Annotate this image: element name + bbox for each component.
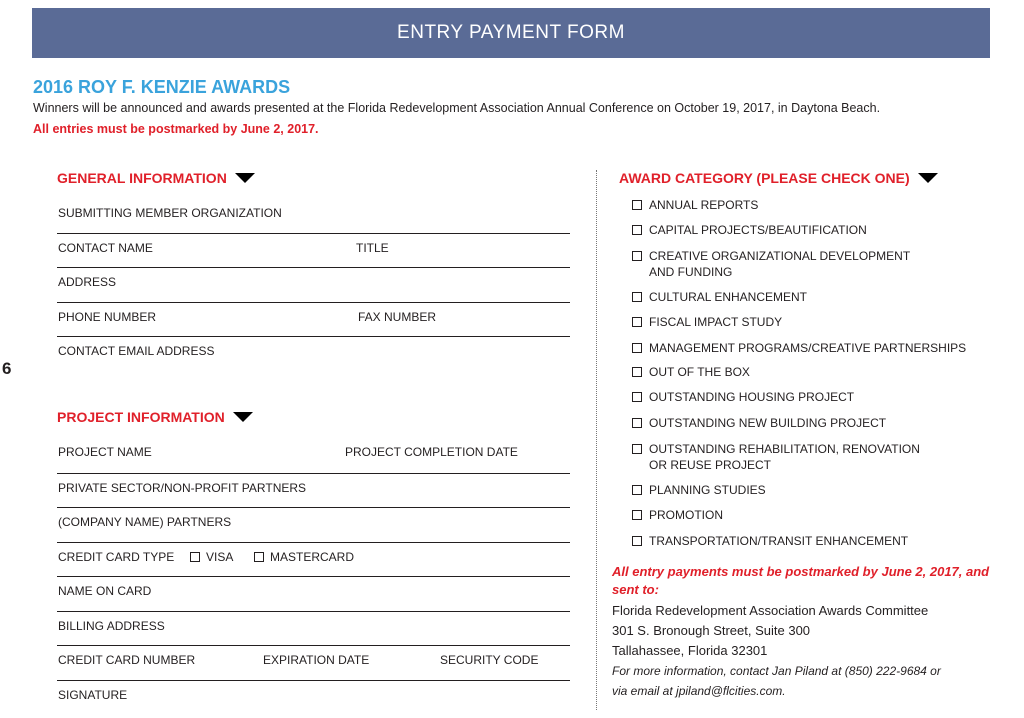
award-category-label: MANAGEMENT PROGRAMS/CREATIVE PARTNERSHIPS xyxy=(649,341,967,355)
award-category-label-line2: OR REUSE PROJECT xyxy=(649,458,772,472)
checkbox-icon[interactable] xyxy=(190,552,200,562)
page-number: 6 xyxy=(2,359,12,378)
submitting-org-label: SUBMITTING MEMBER ORGANIZATION xyxy=(58,206,282,220)
visa-label: VISA xyxy=(206,550,234,564)
checkbox-icon[interactable] xyxy=(632,317,642,327)
visa-option[interactable] xyxy=(190,550,233,564)
triangle-down-icon xyxy=(918,173,938,183)
email-label: CONTACT EMAIL ADDRESS xyxy=(58,344,215,358)
title-label: TITLE xyxy=(356,241,389,255)
checkbox-icon[interactable] xyxy=(632,367,642,377)
checkbox-icon[interactable] xyxy=(632,251,642,261)
award-category-label: OUTSTANDING HOUSING PROJECT xyxy=(649,390,855,404)
award-category-label: ANNUAL REPORTS xyxy=(649,198,759,212)
checkbox-icon[interactable] xyxy=(632,418,642,428)
mailing-deadline-note: All entry payments must be postmarked by June 2, 2017, and sent to: xyxy=(612,564,990,597)
contact-name-field[interactable] xyxy=(57,233,570,267)
award-category-label: CREATIVE ORGANIZATIONAL DEVELOPMENT xyxy=(649,249,911,263)
checkbox-icon[interactable] xyxy=(632,444,642,454)
mastercard-option[interactable] xyxy=(254,550,354,564)
deadline-notice: All entries must be postmarked by June 2, 2017. xyxy=(33,122,319,136)
mailing-address-line: Tallahassee, Florida 32301 xyxy=(612,643,768,658)
contact-info-line: via email at jpiland@flcities.com. xyxy=(612,684,786,698)
security-code-label: SECURITY CODE xyxy=(440,653,539,667)
project-info-heading xyxy=(57,409,253,425)
private-partners-label: PRIVATE SECTOR/NON-PROFIT PARTNERS xyxy=(58,481,307,495)
award-category-label: FISCAL IMPACT STUDY xyxy=(649,315,783,329)
phone-label: PHONE NUMBER xyxy=(58,310,157,324)
award-category-label: CULTURAL ENHANCEMENT xyxy=(649,290,808,304)
name-on-card-field[interactable] xyxy=(57,576,570,610)
phone-field[interactable] xyxy=(57,302,570,336)
address-label: ADDRESS xyxy=(58,275,117,289)
fax-label: FAX NUMBER xyxy=(358,310,437,324)
award-category-label: CAPITAL PROJECTS/BEAUTIFICATION xyxy=(649,223,867,237)
award-category-heading xyxy=(619,170,938,186)
signature-label: SIGNATURE xyxy=(58,688,128,702)
billing-address-field[interactable] xyxy=(57,611,570,645)
expiration-label: EXPIRATION DATE xyxy=(263,653,370,667)
card-type-label: CREDIT CARD TYPE xyxy=(58,550,175,564)
form-title: ENTRY PAYMENT FORM xyxy=(397,22,625,43)
private-partners-field[interactable] xyxy=(57,473,570,507)
name-on-card-label: NAME ON CARD xyxy=(58,584,152,598)
completion-date-label: PROJECT COMPLETION DATE xyxy=(345,445,518,459)
checkbox-icon[interactable] xyxy=(632,200,642,210)
billing-address-label: BILLING ADDRESS xyxy=(58,619,165,633)
submitting-org-field[interactable] xyxy=(57,199,570,233)
address-field[interactable] xyxy=(57,267,570,301)
award-category-label-line2: AND FUNDING xyxy=(649,265,733,279)
company-partners-field[interactable] xyxy=(57,507,570,541)
general-info-heading xyxy=(57,170,255,186)
checkbox-icon[interactable] xyxy=(632,510,642,520)
triangle-down-icon xyxy=(233,412,253,422)
award-category-label: OUTSTANDING REHABILITATION, RENOVATION xyxy=(649,442,920,456)
award-category-label: PROMOTION xyxy=(649,508,723,522)
column-divider xyxy=(596,170,597,710)
checkbox-icon[interactable] xyxy=(632,536,642,546)
project-name-label: PROJECT NAME xyxy=(58,445,152,459)
signature-field[interactable] xyxy=(57,680,570,714)
project-info-heading-text: PROJECT INFORMATION xyxy=(57,409,225,425)
checkbox-icon[interactable] xyxy=(632,292,642,302)
project-name-field[interactable] xyxy=(57,438,570,472)
email-field[interactable] xyxy=(57,336,570,370)
mailing-address-line: 301 S. Bronough Street, Suite 300 xyxy=(612,623,811,638)
general-info-heading-text: GENERAL INFORMATION xyxy=(57,170,227,186)
mastercard-label: MASTERCARD xyxy=(270,550,355,564)
award-category-label: OUT OF THE BOX xyxy=(649,365,750,379)
card-type-row xyxy=(57,542,570,576)
award-category-label: TRANSPORTATION/TRANSIT ENHANCEMENT xyxy=(649,534,909,548)
card-number-field[interactable] xyxy=(57,645,570,679)
triangle-down-icon xyxy=(235,173,255,183)
checkbox-icon[interactable] xyxy=(632,343,642,353)
awards-title: 2016 ROY F. KENZIE AWARDS xyxy=(33,77,291,97)
card-number-label: CREDIT CARD NUMBER xyxy=(58,653,196,667)
checkbox-icon[interactable] xyxy=(632,485,642,495)
announcement-text: Winners will be announced and awards presented at the Florida Redevelopment Association Annual Conference on October 19, 2017, in Daytona Beach. xyxy=(33,101,881,115)
form-title-banner xyxy=(32,8,990,58)
mailing-address-line: Florida Redevelopment Association Awards Committee xyxy=(612,603,929,618)
checkbox-icon[interactable] xyxy=(632,225,642,235)
company-partners-label: (COMPANY NAME) PARTNERS xyxy=(58,515,232,529)
award-category-heading-text: AWARD CATEGORY (PLEASE CHECK ONE) xyxy=(619,170,910,186)
contact-info-line: For more information, contact Jan Piland at (850) 222-9684 or xyxy=(612,664,941,678)
checkbox-icon[interactable] xyxy=(632,392,642,402)
award-category-label: PLANNING STUDIES xyxy=(649,483,766,497)
award-category-label: OUTSTANDING NEW BUILDING PROJECT xyxy=(649,416,887,430)
checkbox-icon[interactable] xyxy=(254,552,264,562)
contact-name-label: CONTACT NAME xyxy=(58,241,153,255)
